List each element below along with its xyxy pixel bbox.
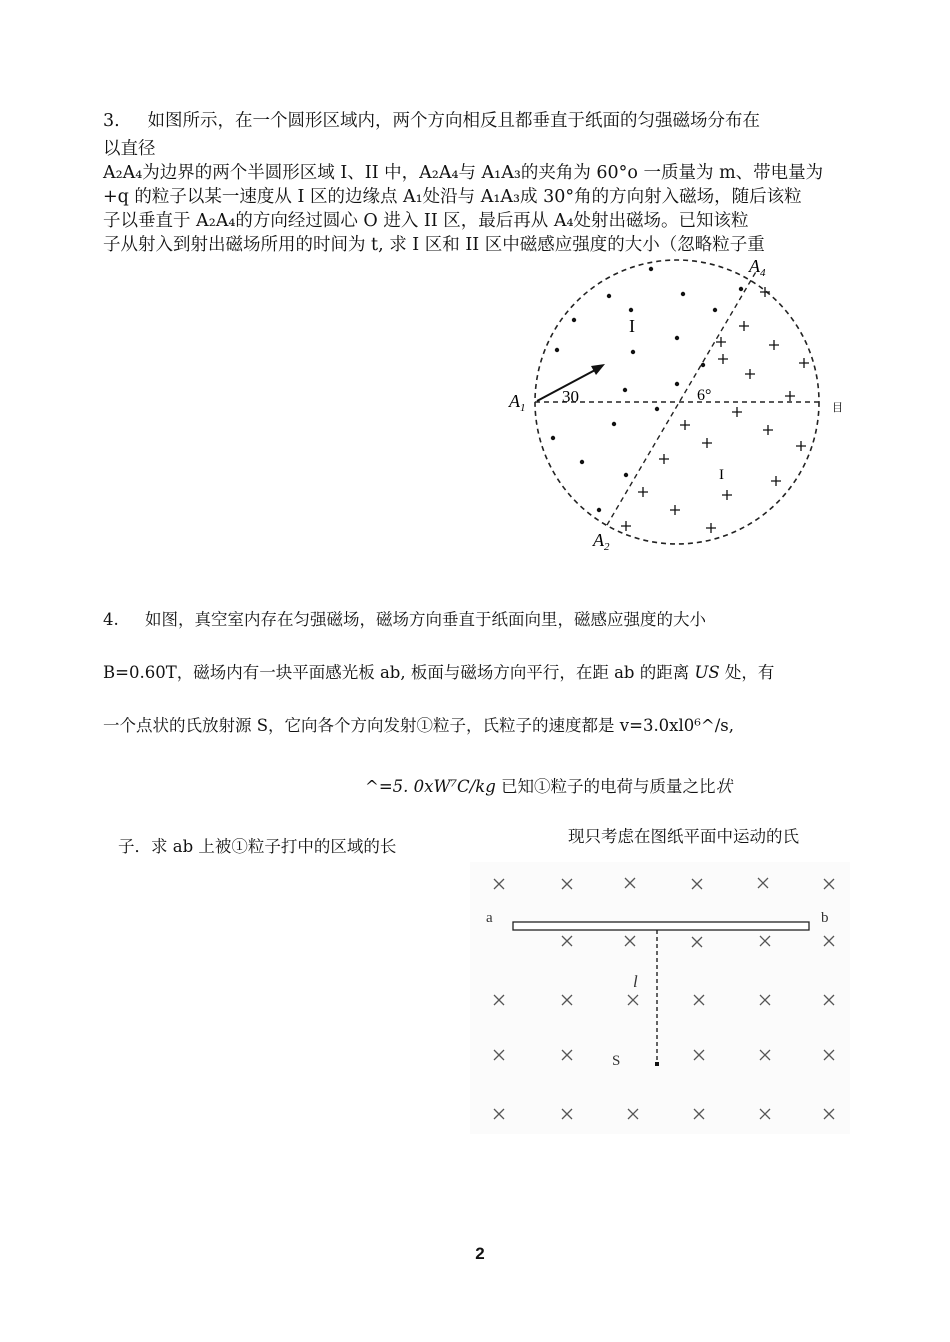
field-dot — [555, 348, 559, 352]
q4-line-2 — [103, 659, 774, 683]
field-dot — [607, 294, 611, 298]
region-2-crosses — [621, 287, 809, 533]
field-cross — [739, 321, 749, 331]
field-cross — [670, 505, 680, 515]
field-dot — [572, 318, 576, 322]
q4-line-2-end: 处，有 — [719, 663, 775, 682]
field-cross — [745, 369, 755, 379]
q4-charge-mass-value: ^=5. 0xW⁷C/kg — [365, 777, 496, 796]
field-dot — [713, 308, 717, 312]
label-a2: $A_2$ — [593, 530, 610, 553]
field-dot — [624, 473, 628, 477]
label-a1: $A_1$ — [509, 391, 526, 414]
label-region-1: I — [629, 316, 635, 336]
q4-line-2-distance: US — [694, 663, 720, 682]
field-cross — [638, 487, 648, 497]
figure-2-background — [470, 862, 850, 1134]
field-cross — [718, 354, 728, 364]
field-cross — [771, 476, 781, 486]
page-number: 2 — [475, 1244, 485, 1263]
label-source-s: S — [612, 1053, 621, 1069]
field-cross — [706, 523, 716, 533]
label-plate-a: a — [486, 910, 493, 926]
q4-line-4 — [365, 773, 732, 797]
field-dot — [701, 363, 705, 367]
field-cross — [769, 340, 779, 350]
field-dot — [612, 422, 616, 426]
label-distance-l: l — [633, 972, 638, 991]
plate-field-figure — [470, 862, 850, 1134]
label-a3: 目 — [832, 402, 843, 414]
field-cross — [785, 391, 795, 401]
field-dot — [675, 382, 679, 386]
field-dot — [649, 267, 653, 271]
circle-field-figure — [505, 252, 850, 557]
q3-line-6: 子从射入到射出磁场所用的时间为 t, 求 I 区和 II 区中磁感应强度的大小（忽略粒子重 — [103, 235, 765, 255]
field-cross — [796, 441, 806, 451]
label-plate-b: b — [821, 910, 829, 926]
q3-line-5: 子以垂直于 A₂A₄的方向经过圆心 O 进入 II 区，最后再从 A₄处射出磁场。已知该粒 — [103, 211, 749, 231]
label-angle-30: 30 — [562, 387, 579, 406]
field-cross — [659, 454, 669, 464]
field-dot — [739, 287, 743, 291]
diameter-a2-a4 — [607, 270, 757, 525]
region-1-dots — [551, 267, 743, 512]
field-cross — [799, 358, 809, 368]
field-cross — [621, 521, 631, 531]
field-dot — [675, 336, 679, 340]
q4-line-2-text: B=0.60T，磁场内有一块平面感光板 ab, 板面与磁场方向平行，在距 ab 的距离 — [103, 663, 695, 682]
field-dot — [655, 407, 659, 411]
field-dot — [551, 436, 555, 440]
field-cross — [680, 420, 690, 430]
label-region-2: I — [719, 467, 724, 483]
field-cross — [763, 425, 773, 435]
source-point-s — [655, 1062, 659, 1066]
field-dot — [629, 308, 633, 312]
q4-line-1: 4. 如图，真空室内存在匀强磁场，磁场方向垂直于纸面向里，磁感应强度的大小 — [103, 610, 706, 629]
q3-line-1: 3. 如图所示，在一个圆形区域内，两个方向相反且都垂直于纸面的匀强磁场分布在 — [103, 111, 761, 131]
field-cross — [732, 407, 742, 417]
field-cross — [702, 438, 712, 448]
q3-line-2: 以直径 — [103, 139, 156, 159]
sensitive-plate-ab — [513, 922, 809, 930]
field-dot — [681, 292, 685, 296]
field-dot — [631, 350, 635, 354]
q4-line-3: 一个点状的氏放射源 S，它向各个方向发射①粒子，氏粒子的速度都是 v=3.0xl0⁶^/s, — [103, 716, 734, 735]
q3-line-4: +q 的粒子以某一速度从 I 区的边缘点 A₁处沿与 A₁A₃成 30°角的方向射入磁场，随后该粒 — [103, 187, 802, 207]
velocity-arrowhead — [591, 364, 605, 375]
field-cross — [722, 490, 732, 500]
field-dot — [623, 388, 627, 392]
label-angle-60: 6° — [697, 387, 712, 404]
q4-line-5b: 现只考虑在图纸平面中运动的氏 — [568, 827, 799, 846]
q4-line-4-end: 状 — [715, 777, 733, 796]
q4-line-5a: 子．求 ab 上被①粒子打中的区域的长 — [118, 837, 397, 856]
field-dot — [580, 460, 584, 464]
label-a4: $A_4$ — [749, 256, 766, 279]
q4-line-4-text: 已知①粒子的电荷与质量之比 — [495, 777, 716, 796]
q3-line-3: A₂A₄为边界的两个半圆形区域 I、II 中，A₂A₄与 A₁A₃的夹角为 60°o 一质量为 m、带电量为 — [103, 163, 824, 183]
field-dot — [597, 508, 601, 512]
